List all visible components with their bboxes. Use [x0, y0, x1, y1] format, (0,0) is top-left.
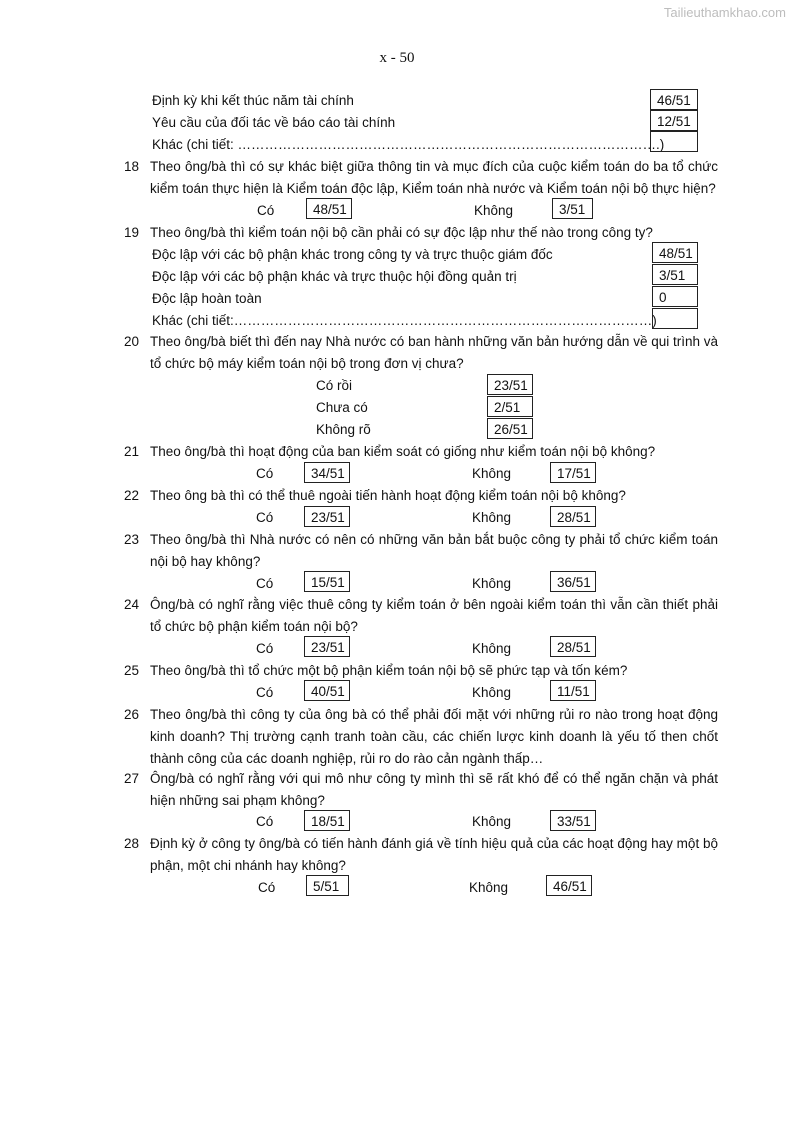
- question-number: 24: [124, 597, 140, 612]
- q20-option-label: Có rồi: [316, 378, 353, 393]
- q19-option-label: Độc lập với các bộ phận khác và trực thuộc hội đồng quản trị: [152, 269, 517, 284]
- q19-option-label: Độc lập hoàn toàn: [152, 291, 262, 306]
- question-text: Theo ông/bà thì công ty của ông bà có thể phải đối mặt với những rủi ro nào trong hoạt động kinh doanh? Thị trường cạnh tranh toàn cầu, các chiến lược kinh doanh là yếu tố then chốt thành công của các doanh nghiệp, rủi ro do rào cản ngành thấp…: [150, 707, 718, 766]
- q20-option-label: Chưa có: [316, 400, 368, 415]
- question-number: 20: [124, 334, 140, 349]
- q20-option-value: 23/51: [487, 374, 533, 395]
- no-label: Không: [472, 466, 512, 481]
- question-number: 25: [124, 663, 140, 678]
- no-label: Không: [472, 814, 512, 829]
- no-label: Không: [472, 685, 512, 700]
- question-text: Theo ông/bà thì hoạt động của ban kiểm soát có giống như kiểm toán nội bộ không?: [150, 444, 656, 459]
- yes-label: Có: [256, 510, 274, 525]
- no-value: 3/51: [552, 198, 593, 219]
- yes-label: Có: [256, 641, 274, 656]
- no-value: 33/51: [550, 810, 596, 831]
- question-text: Theo ông/bà biết thì đến nay Nhà nước có ban hành những văn bản hướng dẫn về qui trình và tổ chức bộ máy kiểm toán nội bộ trong đơn vị chưa?: [150, 334, 718, 371]
- yes-value: 23/51: [304, 506, 350, 527]
- q17-option-label: Yêu cầu của đối tác về báo cáo tài chính: [152, 115, 396, 130]
- no-value: 28/51: [550, 636, 596, 657]
- yes-label: Có: [256, 576, 274, 591]
- question-text: Theo ông/bà thì có sự khác biệt giữa thông tin và mục đích của cuộc kiểm toán do ba tổ chức kiểm toán thực hiện là Kiểm toán độc lập, Kiểm toán nhà nước và Kiểm toán nội bộ thực hiện?: [150, 159, 718, 196]
- q17-option-value: 46/51: [650, 89, 698, 110]
- question-number: 22: [124, 488, 140, 503]
- yes-value: 18/51: [304, 810, 350, 831]
- no-value: 11/51: [550, 680, 596, 701]
- q17-option-label: Định kỳ khi kết thúc năm tài chính: [152, 93, 354, 108]
- q20-option-label: Không rõ: [316, 422, 371, 437]
- q19-option-label: Độc lập với các bộ phận khác trong công ty và trực thuộc giám đốc: [152, 247, 553, 262]
- q19-other-label: Khác (chi tiết:…………………………………………………………………………………): [152, 313, 657, 328]
- yes-label: Có: [256, 466, 274, 481]
- yes-label: Có: [258, 880, 276, 895]
- no-label: Không: [472, 510, 512, 525]
- question-text: Ông/bà có nghĩ rằng việc thuê công ty kiểm toán ở bên ngoài kiểm toán thì vẫn cần thiết phải tổ chức bộ phận kiểm toán nội bộ?: [150, 597, 718, 634]
- question-number: 18: [124, 159, 140, 174]
- question-number: 23: [124, 532, 140, 547]
- q19-option-value: 3/51: [652, 264, 698, 285]
- yes-value: 15/51: [304, 571, 350, 592]
- yes-label: Có: [256, 814, 274, 829]
- q17-other-label: Khác (chi tiết: ………………………………………………………………………………….): [152, 137, 665, 152]
- yes-label: Có: [257, 203, 275, 218]
- question-number: 26: [124, 707, 140, 722]
- question-text: Theo ông bà thì có thể thuê ngoài tiến hành hoạt động kiểm toán nội bộ không?: [150, 488, 626, 503]
- q20-option-value: 2/51: [487, 396, 533, 417]
- q17-other-value: [650, 131, 698, 152]
- question-number: 27: [124, 771, 140, 786]
- question-text: Theo ông/bà thì tổ chức một bộ phận kiểm toán nội bộ sẽ phức tạp và tốn kém?: [150, 663, 628, 678]
- no-label: Không: [469, 880, 509, 895]
- question-text: Ông/bà có nghĩ rằng với qui mô như công ty mình thì sẽ rất khó để có thể ngăn chặn và phát hiện những sai phạm không?: [150, 771, 718, 808]
- yes-value: 23/51: [304, 636, 350, 657]
- q19-option-value: 48/51: [652, 242, 698, 263]
- question-number: 21: [124, 444, 140, 459]
- no-label: Không: [472, 641, 512, 656]
- no-value: 17/51: [550, 462, 596, 483]
- no-label: Không: [474, 203, 514, 218]
- no-value: 28/51: [550, 506, 596, 527]
- yes-value: 5/51: [306, 875, 349, 896]
- watermark: Tailieuthamkhao.com: [663, 5, 786, 20]
- no-value: 36/51: [550, 571, 596, 592]
- question-text: Theo ông/bà thì kiểm toán nội bộ cần phải có sự độc lập như thế nào trong công ty?: [150, 225, 653, 240]
- no-value: 46/51: [546, 875, 592, 896]
- yes-value: 34/51: [304, 462, 350, 483]
- yes-value: 48/51: [306, 198, 352, 219]
- question-text: Theo ông/bà thì Nhà nước có nên có những văn bản bắt buộc công ty phải tổ chức kiểm toán nội bộ hay không?: [150, 532, 718, 569]
- yes-value: 40/51: [304, 680, 350, 701]
- page-number: x - 50: [379, 50, 415, 66]
- no-label: Không: [472, 576, 512, 591]
- question-text: Định kỳ ở công ty ông/bà có tiến hành đánh giá về tính hiệu quả của các hoạt động hay một bộ phận, một chi nhánh hay không?: [150, 836, 718, 873]
- question-number: 19: [124, 225, 140, 240]
- q19-option-value: 0: [652, 286, 698, 307]
- q19-other-value: [652, 308, 698, 329]
- question-number: 28: [124, 836, 140, 851]
- q17-option-value: 12/51: [650, 110, 698, 131]
- q20-option-value: 26/51: [487, 418, 533, 439]
- yes-label: Có: [256, 685, 274, 700]
